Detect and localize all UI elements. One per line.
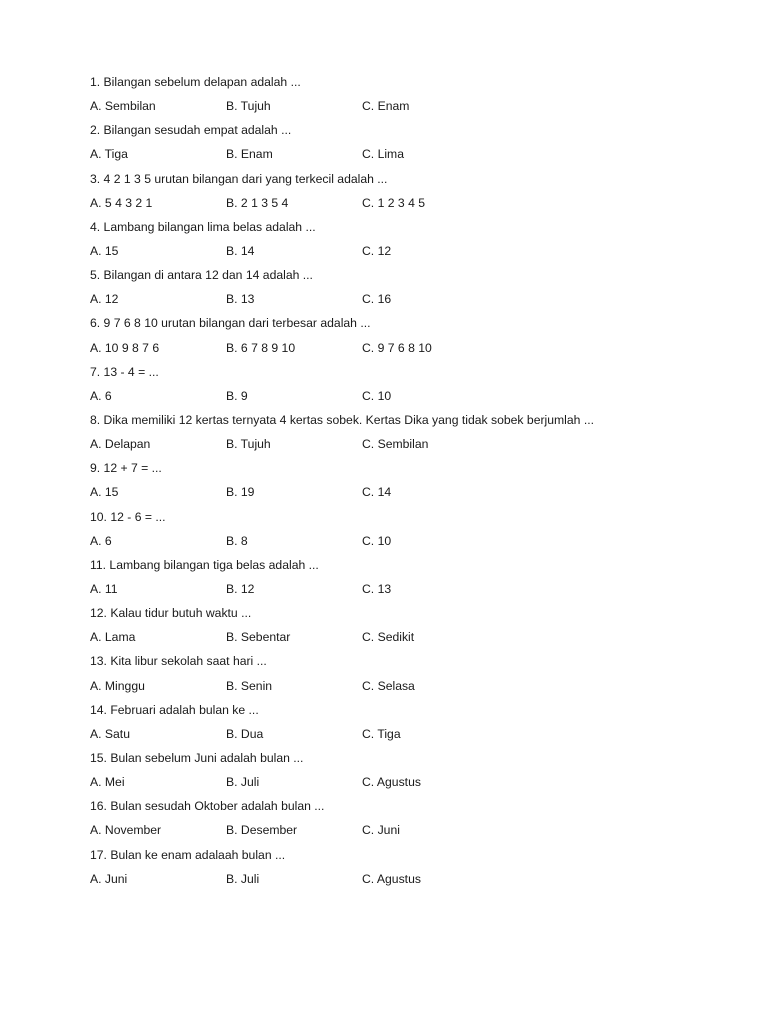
option-b: B. Juli: [226, 775, 260, 790]
option-c: C. Juni: [362, 823, 400, 838]
option-a: A. 15: [90, 243, 119, 258]
answer-options: [90, 625, 730, 649]
question-text: 12. Kalau tidur butuh waktu ...: [90, 606, 252, 621]
question-item: [90, 843, 730, 891]
question-text: 4. Lambang bilangan lima belas adalah ...: [90, 219, 316, 234]
option-c: C. 10: [362, 533, 392, 548]
option-c: C. 13: [362, 581, 392, 596]
question-text: 11. Lambang bilangan tiga belas adalah ...: [90, 557, 319, 572]
question-item: [90, 118, 730, 166]
option-a: A. 11: [90, 581, 118, 596]
option-b: B. 14: [226, 243, 255, 258]
question-list: [90, 70, 730, 891]
answer-options: [90, 432, 730, 456]
option-b: B. 8: [226, 533, 248, 548]
question-text: 5. Bilangan di antara 12 dan 14 adalah ...: [90, 268, 313, 283]
option-b: B. 2 1 3 5 4: [226, 195, 289, 210]
question-item: [90, 553, 730, 601]
option-a: A. 6: [90, 388, 112, 403]
question-text: 17. Bulan ke enam adalaah bulan ...: [90, 847, 286, 862]
answer-options: [90, 674, 730, 698]
option-a: A. Delapan: [90, 437, 151, 452]
question-item: [90, 505, 730, 553]
question-text: 7. 13 - 4 = ...: [90, 364, 159, 379]
answer-options: [90, 336, 730, 360]
question-item: [90, 263, 730, 311]
answer-options: [90, 770, 730, 794]
question-item: [90, 746, 730, 794]
answer-options: [90, 94, 730, 118]
option-b: B. 9: [226, 388, 248, 403]
question-text: 8. Dika memiliki 12 kertas ternyata 4 kertas sobek. Kertas Dika yang tidak sobek berjumlah ...: [90, 412, 594, 427]
option-a: A. Mei: [90, 775, 125, 790]
option-a: A. Juni: [90, 871, 128, 886]
option-b: B. Senin: [226, 678, 273, 693]
option-a: A. Lama: [90, 630, 136, 645]
option-a: A. 15: [90, 485, 119, 500]
option-c: C. 16: [362, 292, 392, 307]
question-text: 15. Bulan sebelum Juni adalah bulan ...: [90, 750, 304, 765]
question-item: [90, 360, 730, 408]
option-a: A. Satu: [90, 726, 130, 741]
answer-options: [90, 529, 730, 553]
option-a: A. 12: [90, 292, 119, 307]
option-c: C. Enam: [362, 99, 410, 114]
option-b: B. Sebentar: [226, 630, 291, 645]
option-b: B. Tujuh: [226, 437, 271, 452]
answer-options: [90, 722, 730, 746]
question-item: [90, 794, 730, 842]
question-text: 14. Februari adalah bulan ke ...: [90, 702, 259, 717]
question-text: 13. Kita libur sekolah saat hari ...: [90, 654, 267, 669]
answer-options: [90, 577, 730, 601]
question-item: [90, 70, 730, 118]
option-b: B. Enam: [226, 147, 273, 162]
question-item: [90, 167, 730, 215]
option-c: C. Sembilan: [362, 437, 429, 452]
answer-options: [90, 287, 730, 311]
answer-options: [90, 818, 730, 842]
option-c: C. Agustus: [362, 871, 421, 886]
question-text: 6. 9 7 6 8 10 urutan bilangan dari terbesar adalah ...: [90, 316, 371, 331]
option-b: B. Dua: [226, 726, 264, 741]
option-a: A. Tiga: [90, 147, 128, 162]
option-c: C. Selasa: [362, 678, 415, 693]
question-text: 2. Bilangan sesudah empat adalah ...: [90, 123, 292, 138]
option-c: C. 9 7 6 8 10: [362, 340, 432, 355]
option-a: A. 10 9 8 7 6: [90, 340, 160, 355]
option-c: C. 14: [362, 485, 392, 500]
option-a: A. November: [90, 823, 162, 838]
question-item: [90, 408, 730, 456]
question-item: [90, 215, 730, 263]
answer-options: [90, 867, 730, 891]
question-text: 1. Bilangan sebelum delapan adalah ...: [90, 75, 301, 89]
option-b: B. 12: [226, 581, 255, 596]
question-text: 3. 4 2 1 3 5 urutan bilangan dari yang terkecil adalah ...: [90, 171, 388, 186]
option-b: B. 13: [226, 292, 255, 307]
option-b: B. Tujuh: [226, 99, 271, 114]
question-item: [90, 456, 730, 504]
option-b: B. Juli: [226, 871, 260, 886]
question-item: [90, 649, 730, 697]
option-c: C. Lima: [362, 147, 404, 162]
answer-options: [90, 239, 730, 263]
answer-options: [90, 384, 730, 408]
answer-options: [90, 191, 730, 215]
question-text: 16. Bulan sesudah Oktober adalah bulan ...: [90, 799, 325, 814]
answer-options: [90, 142, 730, 166]
option-a: A. 5 4 3 2 1: [90, 195, 153, 210]
option-c: C. Sedikit: [362, 630, 415, 645]
option-a: A. Sembilan: [90, 99, 156, 114]
option-c: C. 12: [362, 243, 392, 258]
option-c: C. 10: [362, 388, 392, 403]
option-a: A. 6: [90, 533, 112, 548]
question-text: 10. 12 - 6 = ...: [90, 509, 166, 524]
question-item: [90, 601, 730, 649]
option-a: A. Minggu: [90, 678, 145, 693]
option-c: C. Tiga: [362, 726, 401, 741]
option-c: C. Agustus: [362, 775, 421, 790]
question-text: 9. 12 + 7 = ...: [90, 461, 162, 476]
option-b: B. 19: [226, 485, 255, 500]
question-item: [90, 698, 730, 746]
answer-options: [90, 480, 730, 504]
option-b: B. 6 7 8 9 10: [226, 340, 296, 355]
question-item: [90, 311, 730, 359]
option-b: B. Desember: [226, 823, 298, 838]
option-c: C. 1 2 3 4 5: [362, 195, 426, 210]
